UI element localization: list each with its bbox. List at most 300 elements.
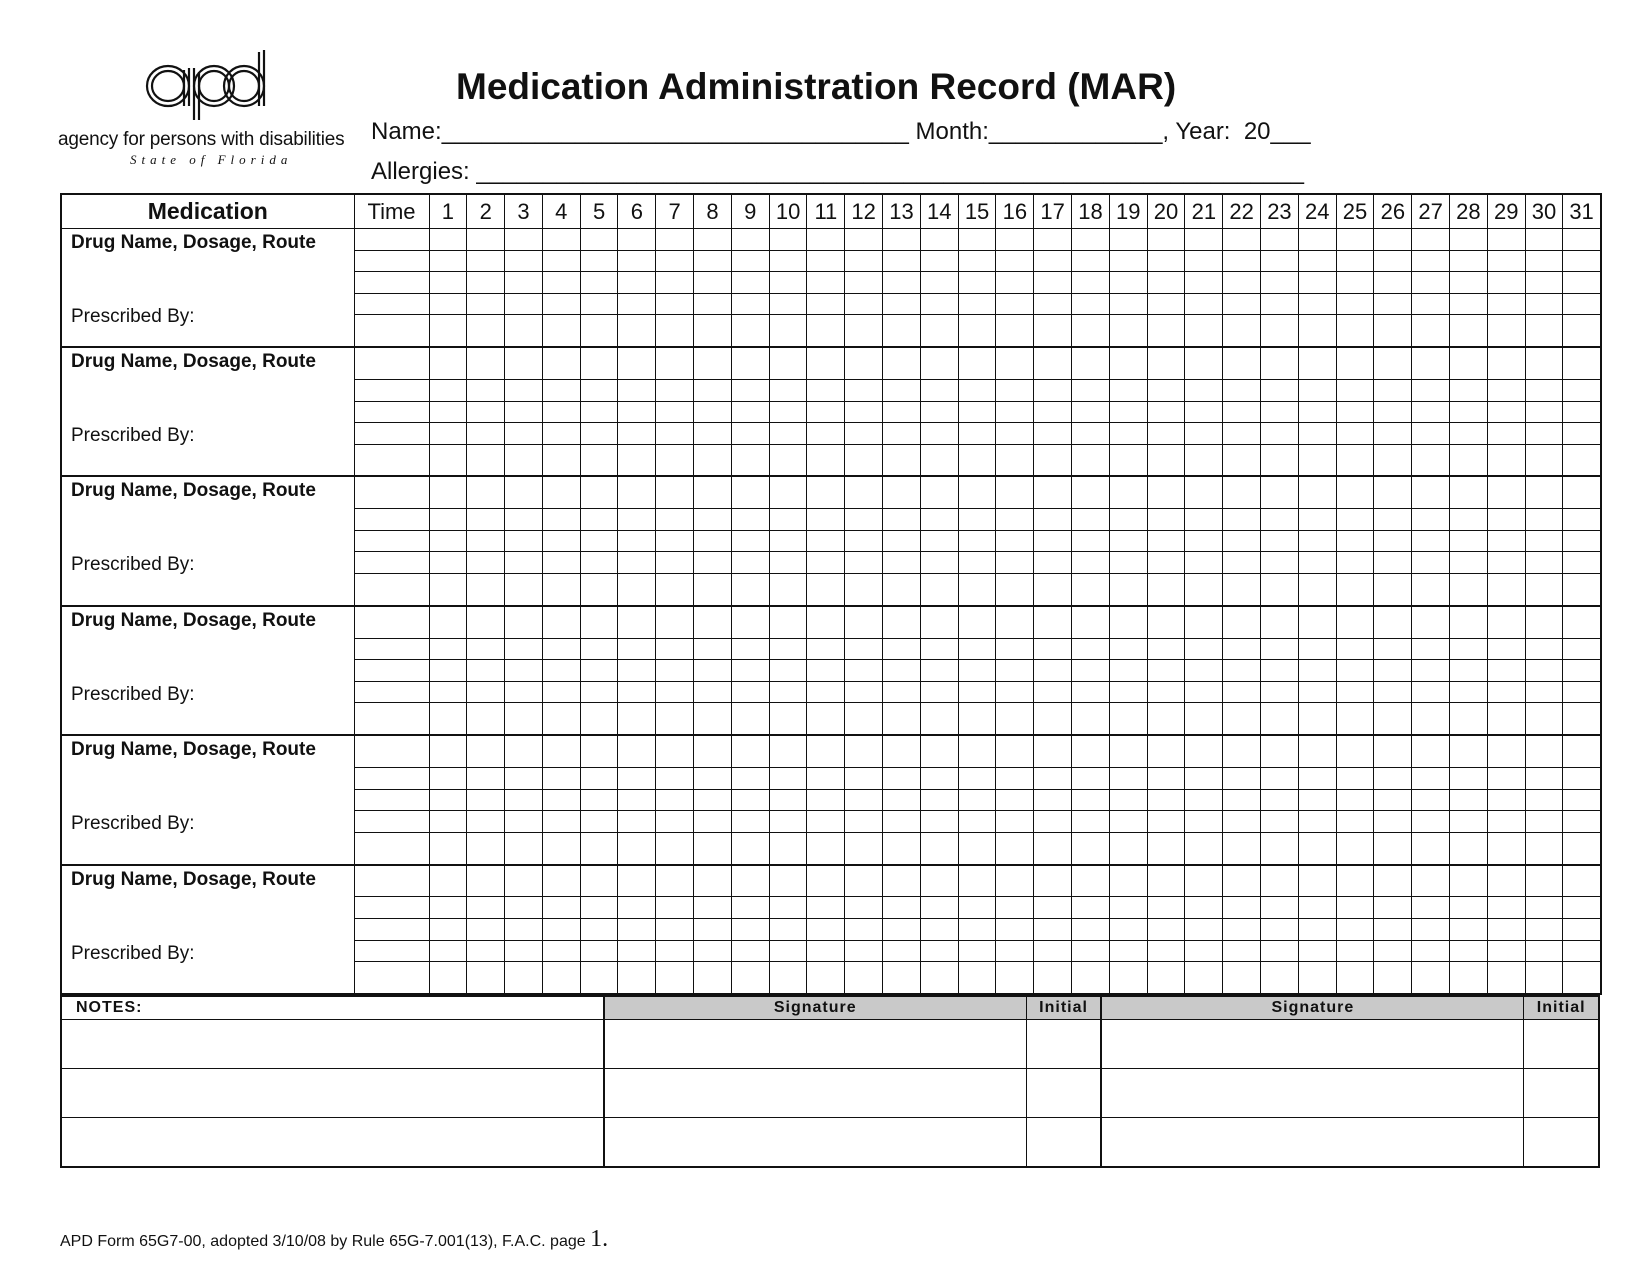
day-cell[interactable] (1412, 423, 1450, 445)
day-cell[interactable] (1109, 401, 1147, 423)
time-cell[interactable] (354, 347, 429, 379)
day-cell[interactable] (1147, 379, 1185, 401)
day-cell[interactable] (1223, 962, 1261, 994)
day-cell[interactable] (920, 735, 958, 767)
day-cell[interactable] (1298, 347, 1336, 379)
day-cell[interactable] (1563, 552, 1601, 574)
day-cell[interactable] (1109, 897, 1147, 919)
allergies-field[interactable]: Allergies: ______________________________________________________________ (371, 158, 1304, 185)
day-cell[interactable] (1487, 919, 1525, 941)
day-cell[interactable] (505, 606, 543, 638)
day-cell[interactable] (1034, 703, 1072, 735)
day-cell[interactable] (883, 574, 921, 606)
day-cell[interactable] (618, 681, 656, 703)
initial-cell[interactable] (1026, 1118, 1101, 1168)
day-cell[interactable] (1223, 379, 1261, 401)
day-cell[interactable] (1374, 962, 1412, 994)
day-cell[interactable] (958, 401, 996, 423)
day-cell[interactable] (1147, 940, 1185, 962)
day-cell[interactable] (505, 476, 543, 508)
day-cell[interactable] (769, 509, 807, 531)
day-cell[interactable] (1412, 919, 1450, 941)
day-cell[interactable] (542, 315, 580, 347)
day-cell[interactable] (1525, 681, 1563, 703)
time-cell[interactable] (354, 476, 429, 508)
day-cell[interactable] (542, 379, 580, 401)
day-cell[interactable] (618, 832, 656, 864)
day-cell[interactable] (1374, 552, 1412, 574)
day-cell[interactable] (1072, 638, 1110, 660)
day-cell[interactable] (694, 444, 732, 476)
day-cell[interactable] (731, 703, 769, 735)
day-cell[interactable] (542, 509, 580, 531)
day-cell[interactable] (1487, 229, 1525, 251)
day-cell[interactable] (1072, 832, 1110, 864)
day-cell[interactable] (1185, 897, 1223, 919)
day-cell[interactable] (542, 552, 580, 574)
day-cell[interactable] (731, 660, 769, 682)
day-cell[interactable] (1261, 293, 1299, 315)
day-cell[interactable] (769, 606, 807, 638)
day-cell[interactable] (429, 789, 467, 811)
time-cell[interactable] (354, 293, 429, 315)
day-cell[interactable] (1298, 811, 1336, 833)
day-cell[interactable] (1298, 940, 1336, 962)
day-cell[interactable] (1034, 379, 1072, 401)
day-cell[interactable] (769, 347, 807, 379)
day-cell[interactable] (656, 789, 694, 811)
day-cell[interactable] (958, 293, 996, 315)
day-cell[interactable] (807, 638, 845, 660)
day-cell[interactable] (958, 509, 996, 531)
day-cell[interactable] (1223, 768, 1261, 790)
day-cell[interactable] (542, 606, 580, 638)
day-cell[interactable] (769, 552, 807, 574)
day-cell[interactable] (1374, 509, 1412, 531)
day-cell[interactable] (845, 401, 883, 423)
day-cell[interactable] (1336, 530, 1374, 552)
day-cell[interactable] (845, 681, 883, 703)
day-cell[interactable] (1109, 940, 1147, 962)
day-cell[interactable] (1336, 832, 1374, 864)
day-cell[interactable] (769, 379, 807, 401)
day-cell[interactable] (883, 703, 921, 735)
day-cell[interactable] (1525, 919, 1563, 941)
day-cell[interactable] (807, 315, 845, 347)
medication-block[interactable] (61, 229, 354, 348)
day-cell[interactable] (580, 919, 618, 941)
day-cell[interactable] (1261, 379, 1299, 401)
day-cell[interactable] (1072, 735, 1110, 767)
day-cell[interactable] (542, 789, 580, 811)
day-cell[interactable] (958, 476, 996, 508)
day-cell[interactable] (769, 293, 807, 315)
day-cell[interactable] (1109, 250, 1147, 272)
day-cell[interactable] (1450, 865, 1488, 897)
day-cell[interactable] (1034, 919, 1072, 941)
day-cell[interactable] (920, 315, 958, 347)
day-cell[interactable] (807, 865, 845, 897)
day-cell[interactable] (505, 315, 543, 347)
day-cell[interactable] (1223, 660, 1261, 682)
day-cell[interactable] (1261, 530, 1299, 552)
day-cell[interactable] (845, 940, 883, 962)
day-cell[interactable] (467, 229, 505, 251)
day-cell[interactable] (883, 272, 921, 294)
day-cell[interactable] (580, 574, 618, 606)
day-cell[interactable] (1261, 681, 1299, 703)
day-cell[interactable] (996, 703, 1034, 735)
day-cell[interactable] (656, 476, 694, 508)
day-cell[interactable] (542, 229, 580, 251)
day-cell[interactable] (656, 865, 694, 897)
day-cell[interactable] (1412, 681, 1450, 703)
day-cell[interactable] (694, 379, 732, 401)
day-cell[interactable] (1563, 423, 1601, 445)
day-cell[interactable] (656, 660, 694, 682)
day-cell[interactable] (1147, 811, 1185, 833)
day-cell[interactable] (731, 315, 769, 347)
day-cell[interactable] (769, 229, 807, 251)
day-cell[interactable] (731, 811, 769, 833)
day-cell[interactable] (1487, 897, 1525, 919)
day-cell[interactable] (1185, 552, 1223, 574)
day-cell[interactable] (807, 379, 845, 401)
day-cell[interactable] (1563, 789, 1601, 811)
day-cell[interactable] (694, 897, 732, 919)
day-cell[interactable] (694, 315, 732, 347)
day-cell[interactable] (580, 638, 618, 660)
day-cell[interactable] (467, 423, 505, 445)
day-cell[interactable] (1223, 681, 1261, 703)
day-cell[interactable] (1147, 476, 1185, 508)
day-cell[interactable] (1374, 293, 1412, 315)
day-cell[interactable] (1450, 347, 1488, 379)
day-cell[interactable] (694, 768, 732, 790)
day-cell[interactable] (1261, 574, 1299, 606)
day-cell[interactable] (769, 401, 807, 423)
day-cell[interactable] (731, 768, 769, 790)
day-cell[interactable] (542, 660, 580, 682)
day-cell[interactable] (656, 735, 694, 767)
day-cell[interactable] (1109, 347, 1147, 379)
day-cell[interactable] (1109, 552, 1147, 574)
day-cell[interactable] (429, 509, 467, 531)
day-cell[interactable] (1223, 552, 1261, 574)
day-cell[interactable] (883, 735, 921, 767)
day-cell[interactable] (1412, 638, 1450, 660)
day-cell[interactable] (694, 476, 732, 508)
day-cell[interactable] (958, 574, 996, 606)
day-cell[interactable] (845, 250, 883, 272)
day-cell[interactable] (429, 638, 467, 660)
day-cell[interactable] (996, 379, 1034, 401)
day-cell[interactable] (883, 865, 921, 897)
day-cell[interactable] (1525, 574, 1563, 606)
day-cell[interactable] (1185, 865, 1223, 897)
day-cell[interactable] (1298, 962, 1336, 994)
day-cell[interactable] (1261, 789, 1299, 811)
time-cell[interactable] (354, 832, 429, 864)
day-cell[interactable] (1147, 606, 1185, 638)
day-cell[interactable] (1298, 423, 1336, 445)
day-cell[interactable] (807, 530, 845, 552)
day-cell[interactable] (731, 552, 769, 574)
day-cell[interactable] (1261, 423, 1299, 445)
day-cell[interactable] (542, 638, 580, 660)
day-cell[interactable] (1147, 229, 1185, 251)
day-cell[interactable] (467, 768, 505, 790)
day-cell[interactable] (618, 423, 656, 445)
day-cell[interactable] (467, 272, 505, 294)
day-cell[interactable] (429, 865, 467, 897)
day-cell[interactable] (1487, 530, 1525, 552)
day-cell[interactable] (1487, 789, 1525, 811)
day-cell[interactable] (1487, 832, 1525, 864)
day-cell[interactable] (920, 811, 958, 833)
day-cell[interactable] (580, 962, 618, 994)
day-cell[interactable] (429, 229, 467, 251)
day-cell[interactable] (1374, 735, 1412, 767)
day-cell[interactable] (1525, 401, 1563, 423)
day-cell[interactable] (807, 606, 845, 638)
day-cell[interactable] (1374, 811, 1412, 833)
day-cell[interactable] (618, 379, 656, 401)
day-cell[interactable] (1072, 444, 1110, 476)
day-cell[interactable] (1374, 530, 1412, 552)
day-cell[interactable] (467, 574, 505, 606)
day-cell[interactable] (1563, 606, 1601, 638)
day-cell[interactable] (996, 919, 1034, 941)
day-cell[interactable] (1261, 315, 1299, 347)
day-cell[interactable] (1412, 606, 1450, 638)
day-cell[interactable] (1185, 962, 1223, 994)
day-cell[interactable] (1563, 897, 1601, 919)
day-cell[interactable] (1374, 789, 1412, 811)
day-cell[interactable] (1072, 940, 1110, 962)
day-cell[interactable] (996, 638, 1034, 660)
day-cell[interactable] (542, 811, 580, 833)
day-cell[interactable] (1185, 811, 1223, 833)
day-cell[interactable] (920, 962, 958, 994)
day-cell[interactable] (807, 832, 845, 864)
day-cell[interactable] (996, 229, 1034, 251)
day-cell[interactable] (845, 574, 883, 606)
day-cell[interactable] (996, 811, 1034, 833)
time-cell[interactable] (354, 897, 429, 919)
day-cell[interactable] (1336, 379, 1374, 401)
day-cell[interactable] (1034, 832, 1072, 864)
day-cell[interactable] (1487, 606, 1525, 638)
day-cell[interactable] (883, 530, 921, 552)
day-cell[interactable] (1034, 768, 1072, 790)
day-cell[interactable] (1034, 476, 1072, 508)
day-cell[interactable] (807, 272, 845, 294)
day-cell[interactable] (1261, 401, 1299, 423)
day-cell[interactable] (542, 347, 580, 379)
signature-cell[interactable] (1101, 1118, 1524, 1168)
day-cell[interactable] (1185, 832, 1223, 864)
day-cell[interactable] (580, 552, 618, 574)
day-cell[interactable] (1298, 768, 1336, 790)
day-cell[interactable] (731, 379, 769, 401)
day-cell[interactable] (731, 638, 769, 660)
day-cell[interactable] (1261, 919, 1299, 941)
day-cell[interactable] (467, 735, 505, 767)
day-cell[interactable] (1185, 940, 1223, 962)
time-cell[interactable] (354, 735, 429, 767)
day-cell[interactable] (1109, 293, 1147, 315)
day-cell[interactable] (1072, 865, 1110, 897)
day-cell[interactable] (1563, 940, 1601, 962)
day-cell[interactable] (996, 401, 1034, 423)
day-cell[interactable] (467, 865, 505, 897)
day-cell[interactable] (1109, 919, 1147, 941)
time-cell[interactable] (354, 315, 429, 347)
day-cell[interactable] (731, 347, 769, 379)
day-cell[interactable] (1261, 444, 1299, 476)
day-cell[interactable] (656, 250, 694, 272)
day-cell[interactable] (618, 962, 656, 994)
day-cell[interactable] (580, 229, 618, 251)
day-cell[interactable] (1298, 250, 1336, 272)
day-cell[interactable] (1223, 476, 1261, 508)
day-cell[interactable] (807, 681, 845, 703)
day-cell[interactable] (920, 940, 958, 962)
day-cell[interactable] (958, 940, 996, 962)
day-cell[interactable] (429, 832, 467, 864)
day-cell[interactable] (1336, 681, 1374, 703)
day-cell[interactable] (429, 574, 467, 606)
day-cell[interactable] (1261, 606, 1299, 638)
day-cell[interactable] (1412, 703, 1450, 735)
day-cell[interactable] (1412, 272, 1450, 294)
day-cell[interactable] (845, 768, 883, 790)
time-cell[interactable] (354, 530, 429, 552)
day-cell[interactable] (1336, 606, 1374, 638)
day-cell[interactable] (1336, 703, 1374, 735)
day-cell[interactable] (1072, 919, 1110, 941)
day-cell[interactable] (618, 229, 656, 251)
day-cell[interactable] (1298, 789, 1336, 811)
day-cell[interactable] (1412, 768, 1450, 790)
day-cell[interactable] (1336, 962, 1374, 994)
day-cell[interactable] (1450, 444, 1488, 476)
day-cell[interactable] (694, 940, 732, 962)
day-cell[interactable] (694, 832, 732, 864)
day-cell[interactable] (1109, 735, 1147, 767)
day-cell[interactable] (1261, 552, 1299, 574)
day-cell[interactable] (1223, 919, 1261, 941)
day-cell[interactable] (1563, 574, 1601, 606)
day-cell[interactable] (1487, 962, 1525, 994)
day-cell[interactable] (731, 509, 769, 531)
day-cell[interactable] (1336, 735, 1374, 767)
day-cell[interactable] (958, 606, 996, 638)
day-cell[interactable] (1298, 897, 1336, 919)
day-cell[interactable] (1223, 811, 1261, 833)
day-cell[interactable] (845, 919, 883, 941)
day-cell[interactable] (1487, 811, 1525, 833)
day-cell[interactable] (505, 509, 543, 531)
day-cell[interactable] (1412, 229, 1450, 251)
day-cell[interactable] (542, 250, 580, 272)
day-cell[interactable] (1109, 865, 1147, 897)
day-cell[interactable] (1261, 897, 1299, 919)
day-cell[interactable] (1374, 865, 1412, 897)
day-cell[interactable] (1223, 347, 1261, 379)
day-cell[interactable] (1147, 962, 1185, 994)
day-cell[interactable] (883, 444, 921, 476)
day-cell[interactable] (1450, 476, 1488, 508)
day-cell[interactable] (1261, 865, 1299, 897)
day-cell[interactable] (1072, 315, 1110, 347)
day-cell[interactable] (580, 735, 618, 767)
day-cell[interactable] (845, 865, 883, 897)
day-cell[interactable] (958, 962, 996, 994)
day-cell[interactable] (429, 250, 467, 272)
signature-cell[interactable] (1101, 1020, 1524, 1069)
day-cell[interactable] (731, 735, 769, 767)
day-cell[interactable] (505, 735, 543, 767)
day-cell[interactable] (731, 476, 769, 508)
day-cell[interactable] (505, 401, 543, 423)
day-cell[interactable] (467, 962, 505, 994)
day-cell[interactable] (505, 768, 543, 790)
day-cell[interactable] (845, 347, 883, 379)
day-cell[interactable] (1487, 347, 1525, 379)
day-cell[interactable] (769, 789, 807, 811)
day-cell[interactable] (1109, 509, 1147, 531)
day-cell[interactable] (1374, 401, 1412, 423)
day-cell[interactable] (731, 401, 769, 423)
day-cell[interactable] (1374, 703, 1412, 735)
day-cell[interactable] (694, 293, 732, 315)
day-cell[interactable] (920, 681, 958, 703)
day-cell[interactable] (883, 811, 921, 833)
day-cell[interactable] (1109, 768, 1147, 790)
day-cell[interactable] (1034, 811, 1072, 833)
day-cell[interactable] (542, 530, 580, 552)
day-cell[interactable] (1336, 811, 1374, 833)
medication-block[interactable] (61, 606, 354, 735)
day-cell[interactable] (505, 347, 543, 379)
day-cell[interactable] (807, 962, 845, 994)
day-cell[interactable] (1525, 250, 1563, 272)
day-cell[interactable] (958, 832, 996, 864)
day-cell[interactable] (1072, 552, 1110, 574)
day-cell[interactable] (996, 735, 1034, 767)
day-cell[interactable] (1261, 476, 1299, 508)
day-cell[interactable] (1487, 476, 1525, 508)
day-cell[interactable] (996, 423, 1034, 445)
day-cell[interactable] (1109, 444, 1147, 476)
day-cell[interactable] (694, 552, 732, 574)
day-cell[interactable] (845, 509, 883, 531)
day-cell[interactable] (769, 272, 807, 294)
day-cell[interactable] (1336, 293, 1374, 315)
day-cell[interactable] (1109, 703, 1147, 735)
day-cell[interactable] (1563, 293, 1601, 315)
day-cell[interactable] (1374, 768, 1412, 790)
day-cell[interactable] (505, 229, 543, 251)
day-cell[interactable] (1072, 768, 1110, 790)
day-cell[interactable] (731, 229, 769, 251)
day-cell[interactable] (1147, 423, 1185, 445)
day-cell[interactable] (656, 423, 694, 445)
day-cell[interactable] (1298, 530, 1336, 552)
day-cell[interactable] (883, 293, 921, 315)
